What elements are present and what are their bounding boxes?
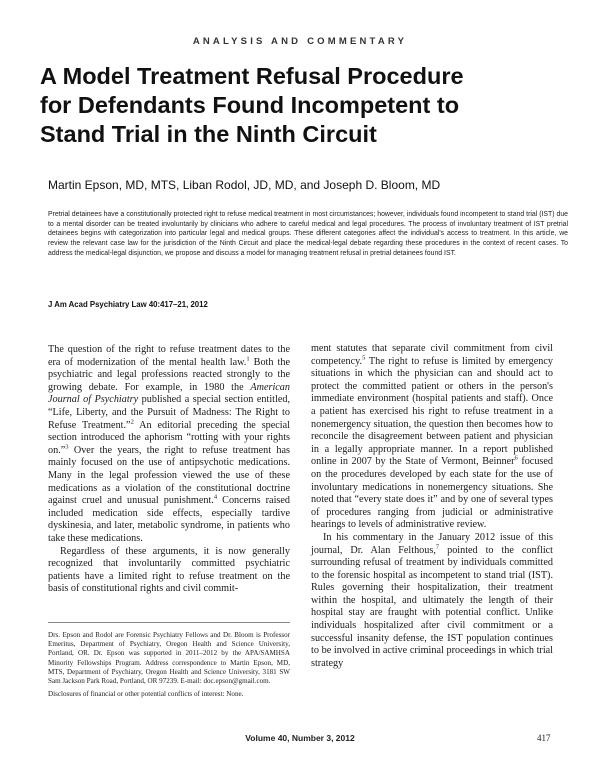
page-number: 417: [537, 733, 551, 743]
title-line-3: Stand Trial in the Ninth Circuit: [40, 121, 377, 147]
journal-citation: J Am Acad Psychiatry Law 40:417–21, 2012: [48, 300, 208, 309]
right-column: [311, 343, 553, 670]
footnote: [48, 631, 290, 703]
body-paragraph: Regardless of these arguments, it is now generally recognized that involuntarily committed psychiatric patients have a limited right to refuse treatment on the basis of constitutional rights and civil commit-: [48, 545, 290, 595]
title-line-1: A Model Treatment Refusal Procedure: [40, 63, 464, 89]
author-list: Martin Epson, MD, MTS, Liban Rodol, JD, MD, and Joseph D. Bloom, MD: [48, 178, 441, 192]
reference-marker: 4: [213, 493, 218, 501]
journal-name: American Journal of Psychiatry: [48, 381, 290, 406]
body-paragraph: The question of the right to refuse treatment dates to the era of modernization of the mental health law.$^1$ Both the psychiatric and legal professions reacted strongly to the growing debate. For example, in 1980 the American Journal of Psychiatry published a special section entitled, “Life, Liberty, and the Pursuit of Madness: The Right to Refuse Treatment.”$^2$ An editorial preceding the special section introduced the aphorism “rotting with your rights on.”$^3$ Over the years, the right to refuse treatment has mainly focused on the use of antipsychotic medications. Many in the legal profession viewed the use of these medications as a violation of the constitutional doctrine against cruel and unusual punishment.$^4$ Concerns raised included medication side effects, especially tardive dyskinesia, and later, metabolic syndrome, in patients who take these medications.: [48, 344, 290, 544]
reference-marker: 6: [514, 454, 518, 462]
left-column: [48, 344, 290, 596]
title-line-2: for Defendants Found Incompetent to: [40, 92, 460, 118]
reference-marker: 1: [246, 355, 250, 363]
volume-info: Volume 40, Number 3, 2012: [245, 733, 355, 743]
reference-marker: 5: [362, 354, 366, 362]
conflict-disclosure: Disclosures of financial or other potential conflicts of interest: None.: [48, 690, 244, 699]
body-paragraph: ment statutes that separate civil commitment from civil competency.$^5$ The right to refuse is limited by emergency situations in which the physician can and should act to protect the committed patient or others in the person's immediate environment (hospital patients and staff). Once a patient has exercised his right to refuse treatment in a nonemergency situation, the question then becomes how to reconcile the disagreement between patient and physician in a legally appropriate manner. In a report published online in 2007 by the State of Vermont, Beinner$^6$ focused on the procedures developed by each state for the use of involuntary medications in nonemergency situations. She noted that “every state does it” and by one of several types of procedures ranging from judicial or administrative hearings to levels of administrative review.: [311, 343, 553, 531]
body-paragraph: In his commentary in the January 2012 issue of this journal, Dr. Alan Felthous,$^7$ pointed to the conflict surrounding refusal of treatment by individuals committed to the forensic hospital as incompetent to stand trial (IST). Rules governing their hospitalization, their treatment within the hospital, and ultimately the length of their hospital stay are fraught with potential conflict. Unlike individuals hospitalized after civil commitment or a successful insanity defense, the IST population continues to be involved in active criminal proceedings in which trial strategy: [311, 531, 553, 669]
footnote-divider: [48, 622, 290, 623]
section-label: ANALYSIS AND COMMENTARY: [192, 36, 408, 47]
reference-marker: 3: [65, 443, 69, 451]
author-affiliations: Drs. Epson and Rodol are Forensic Psychiatry Fellows and Dr. Bloom is Professor Emeritus, Department of Psychiatry, Oregon Health and Science University, Portland, OR. Dr. Epson was supported in 2011–2012 by the APA/SAMHSA Minority Fellowships Program. Address correspondence to Martin Epson, MD, MTS, Department of Psychiatry, Oregon Health and Science University, 3181 SW Sam Jackson Park Road, Portland, OR 97239. E-mail: doc.epson@gmail.com.: [48, 631, 290, 686]
abstract: Pretrial detainees have a constitutionally protected right to refuse medical treatment in most circumstances; however, individuals found incompetent to stand trial (IST) due to a mental disorder can be treated involuntarily by clinicians who adhere to careful medical and legal procedures. The process of involuntary treatment of IST pretrial detainees begins with categorization into particular legal and medical groups. These different categories affect the individual's access to treatment. In this article, we review the relevant case law for the jurisdiction of the Ninth Circuit and place the medical-legal debate regarding these procedures in the context of recent cases. To address the medical-legal disjunction, we propose and discuss a model for managing treatment refusal in pretrial detainees found IST.: [48, 211, 568, 257]
reference-marker: 2: [130, 418, 134, 426]
article-title: [40, 62, 570, 149]
reference-marker: 7: [435, 543, 440, 551]
